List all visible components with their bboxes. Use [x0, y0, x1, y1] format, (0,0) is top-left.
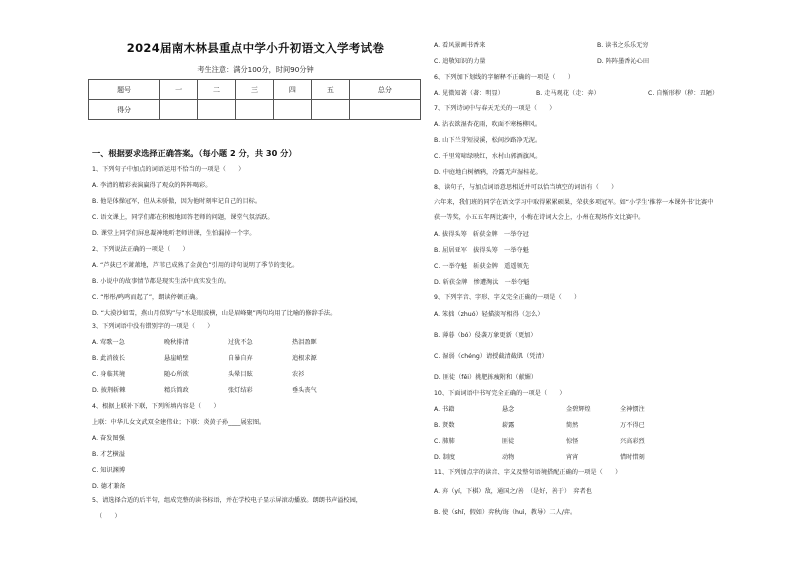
page-title: 2024届南木林县重点中学小升初语文入学考试卷 [126, 41, 385, 55]
option-2b[interactable]: B. 小说中的故事情节都是现实生活中真实发生的。 [92, 278, 231, 285]
option-5b[interactable]: B. 读书之乐乐无穷 [597, 42, 649, 49]
option-5a[interactable]: A. 看风景画书香来 [434, 42, 486, 49]
option-1b[interactable]: B. 他是体操冠军，但从未骄傲，因为他时刻牢记自己的目标。 [92, 198, 262, 205]
option-5d[interactable]: D. 阵阵墨香沁心田 [597, 58, 650, 65]
option-word: 崭露 [502, 422, 515, 429]
option-9a[interactable]: A. 笨拙（zhuó）轻描淡写相得（怎么） [434, 311, 544, 318]
score-cell[interactable] [236, 100, 274, 120]
option-3c[interactable] [92, 371, 304, 379]
question-8-text-1: 六年来，我们班的同学在语文学习中取得累累硕果，荣获多项冠军。如“小学生‘推荐一本课外书’比赛中 [434, 199, 714, 206]
score-header-cell: 五 [311, 80, 349, 100]
option-2c[interactable]: C. “彤彤/鸣鸣而起了”，朗读停顿正确。 [92, 294, 202, 301]
option-4b[interactable]: B. 才艺横溢 [92, 451, 125, 458]
option-11b[interactable]: B. 使（shǐ，假如）弈秋/诲（huì，教导）二人/弈。 [434, 509, 577, 516]
option-word: A. 莺歌一急 [92, 339, 125, 346]
option-word: 悬崖峭壁 [164, 355, 189, 362]
option-8d[interactable]: D. 斩获金牌 惨遭淘汰 一举夺魁 [434, 279, 530, 286]
question-2: 2、下列说法正确的一项是（ ） [92, 246, 189, 253]
score-header-cell: 三 [236, 80, 274, 100]
question-10: 10、下面词语中书写完全正确的一项是（ ） [434, 390, 566, 397]
option-3b[interactable] [92, 355, 317, 363]
option-9b[interactable]: B. 薄暮（bó）侵袭万象更新（更加） [434, 332, 537, 339]
score-header-cell: 四 [273, 80, 311, 100]
option-5c[interactable]: C. 追敬知识的力量 [434, 58, 486, 65]
option-word: 张灯结彩 [228, 387, 253, 394]
option-word: 热泪盈眶 [292, 339, 317, 346]
option-1c[interactable]: C. 语文课上，同学们都在积极地回答老师的问题，课堂气氛活跃。 [92, 214, 274, 221]
option-8c[interactable]: C. 一举夺魁 斩获金牌 遥遥领先 [434, 263, 529, 270]
option-word: 随心所欲 [164, 371, 189, 378]
option-word: 兴高彩烈 [620, 438, 645, 445]
option-10a[interactable] [434, 406, 645, 414]
option-3a[interactable] [92, 339, 317, 347]
question-9: 9、下列字音、字形、字义完全正确的一项是（ ） [434, 294, 581, 301]
option-7c[interactable]: C. 千里莺啼绿映红，水村山郭酒旗风。 [434, 153, 542, 160]
option-8b[interactable]: B. 屈居亚军 拔得头筹 一举夺魁 [434, 247, 529, 254]
option-word: A. 书籍 [434, 406, 455, 413]
option-word: 晚秋排清 [164, 339, 189, 346]
option-word: 万不得已 [620, 422, 645, 429]
option-9d[interactable]: D. 匪徒（fěi）挑肥拣瘦附和（献媚） [434, 374, 538, 381]
option-6b[interactable]: B. 走马观花（走：奔） [536, 90, 600, 97]
option-7d[interactable]: D. 中庭地白树栖鸦，冷露无声湿桂花。 [434, 169, 542, 176]
score-table-header-row [89, 80, 421, 100]
option-10c[interactable] [434, 438, 645, 446]
option-3d[interactable] [92, 387, 317, 395]
option-2d[interactable]: D. “大漠沙如雪，燕山月似钩”与“水是眼波横，山是眉峰聚”两句均用了比喻的修辞手法。 [92, 310, 337, 317]
score-cell[interactable] [198, 100, 236, 120]
question-5-paren: （ ） [96, 513, 121, 520]
question-1: 1、下列句子中加点的词语运用不恰当的一项是（ ） [92, 166, 245, 173]
option-2a[interactable]: A. “芦荻已不萧萧地，芦苇已成熟了金黄色”引用的诗句说明了季节的变化。 [92, 262, 299, 269]
option-word: 全神惯注 [620, 406, 645, 413]
score-cell[interactable] [349, 100, 420, 120]
score-table [88, 79, 421, 120]
option-word: 宵宵 [566, 454, 579, 461]
option-word: 匪徒 [502, 438, 515, 445]
option-word: 动物 [502, 454, 515, 461]
option-word: B. 此消彼长 [92, 355, 125, 362]
option-4c[interactable]: C. 知识渊博 [92, 467, 126, 474]
score-cell[interactable] [160, 100, 198, 120]
option-7a[interactable]: A. 沾衣欲湿杏花雨，吹面不寒杨柳风。 [434, 121, 542, 128]
question-8: 8、读句子，与加点词语意思相近并可以恰当填空的词语有（ ） [434, 184, 618, 191]
option-6a[interactable]: A. 见微知著（著：明显） [434, 90, 504, 97]
score-header-cell: 总分 [349, 80, 420, 100]
option-10b[interactable] [434, 422, 645, 430]
option-7b[interactable]: B. 山下兰芽短浸溪，松间沙路净无泥。 [434, 137, 542, 144]
option-word: 简然 [566, 422, 579, 429]
option-word: B. 贤数 [434, 422, 455, 429]
option-word: 农衫 [292, 371, 305, 378]
score-table-row [89, 100, 421, 120]
section-heading: 一、根据要求选择正确答案。（每小题 2 分，共 30 分） [92, 148, 297, 158]
score-cell[interactable] [273, 100, 311, 120]
option-5-row2[interactable] [434, 58, 649, 66]
option-word: 自暴自弃 [228, 355, 253, 362]
option-10d[interactable] [434, 454, 645, 462]
option-word: 金碧辉煌 [566, 406, 591, 413]
option-word: 头晕目眩 [228, 371, 253, 378]
score-header-cell: 题号 [89, 80, 160, 100]
option-word: 垂头丧气 [292, 387, 317, 394]
option-word: 悬念 [502, 406, 515, 413]
question-4-text: 上联：中华儿女文武双全建伟业；下联：炎黄子孙____展宏图。 [92, 419, 266, 426]
option-word: C. 肺肺 [434, 438, 455, 445]
option-word: C. 身临其境 [92, 371, 126, 378]
score-header-cell: 二 [198, 80, 236, 100]
question-5: 5、请选择合适的后半句，组成完整的读书标语，并在学校电子显示屏滚动播放。朗朗书声溢校园， [92, 497, 362, 504]
option-word: 精兵简政 [164, 387, 189, 394]
option-word: 惊怪 [566, 438, 579, 445]
question-4: 4、根据上联补下联，下列所填内容是（ ） [92, 403, 220, 410]
option-4d[interactable]: D. 德才兼备 [92, 483, 126, 490]
option-8a[interactable]: A. 拔得头筹 斩获金牌 一举夺冠 [434, 231, 529, 238]
question-6: 6、下列加下划线的字解释不正确的一项是（ ） [434, 74, 575, 81]
score-header-cell: 一 [160, 80, 198, 100]
question-7: 7、下列诗词中与春天无关的一项是（ ） [434, 105, 556, 112]
score-cell[interactable] [311, 100, 349, 120]
option-6-row[interactable] [434, 90, 718, 98]
option-5-row1[interactable] [434, 42, 649, 50]
question-8-text-2: 获一等奖，小五五年两比赛中，小梅在诗词大会上，小州在现场作文比赛中。 [434, 214, 645, 221]
option-1a[interactable]: A. 李清的精彩表演赢得了观众的阵阵喝彩。 [92, 182, 212, 189]
question-11: 11、下列加点字的读音、字义及整句语境搭配正确的一项是（ ） [434, 469, 622, 476]
option-6c[interactable]: C. 自惭形秽（秽：丑陋） [648, 90, 719, 97]
option-word: D. 披荆斩棘 [92, 387, 126, 394]
option-word: 惜时惜刻 [620, 454, 645, 461]
option-4a[interactable]: A. 奋发图强 [92, 435, 125, 442]
exam-notice: 考生注意：满分100分，时间90分钟 [197, 65, 314, 74]
option-word: 追根求源 [292, 355, 317, 362]
option-word: D. 制度 [434, 454, 456, 461]
option-9c[interactable]: C. 湿弱（chéng）请授截清截肌（凭清） [434, 353, 548, 360]
question-3: 3、下列词语中没有错别字的一项是（ ） [92, 323, 214, 330]
score-row-label: 得分 [89, 100, 160, 120]
option-1d[interactable]: D. 课堂上同学们屏息凝神地听老师讲课，生怕漏掉一个字。 [92, 230, 256, 237]
option-11a[interactable]: A. 弃（yí，下棋）敌，通国之/善 （是好，善于） 弈者也 [434, 488, 592, 495]
option-word: 过犹不急 [228, 339, 253, 346]
